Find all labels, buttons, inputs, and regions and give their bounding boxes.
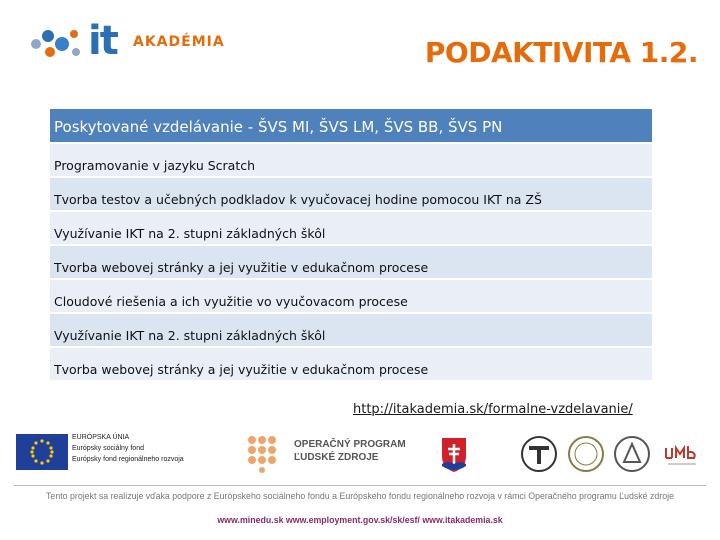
- slovak-coat-of-arms-icon: [434, 434, 474, 474]
- web-links: www.minedu.sk www.employment.gov.sk/sk/esf/ www.itakademia.sk: [217, 515, 503, 525]
- op-line1: OPERAČNÝ PROGRAM: [294, 439, 406, 450]
- university-logo-icon: [519, 434, 559, 474]
- eu-flag-icon: [16, 434, 68, 470]
- op-text: [294, 438, 406, 464]
- table-row: Využívanie IKT na 2. stupni základných škôl: [50, 314, 652, 346]
- table-row: Tvorba testov a učebných podkladov k vyučovacej hodine pomocou IKT na ZŠ: [50, 178, 652, 210]
- table-row: Tvorba webovej stránky a jej využitie v edukačnom procese: [50, 246, 652, 278]
- eu-line2: Európsky sociálny fond: [72, 445, 144, 452]
- formal-education-link[interactable]: http://itakademia.sk/formalne-vzdelavanie/: [353, 402, 633, 417]
- umb-logo-icon: [662, 434, 702, 474]
- table-body: [50, 144, 652, 380]
- logo-it-text: it: [88, 18, 117, 64]
- university-crest-icon: [612, 434, 652, 474]
- table-row: Tvorba webovej stránky a jej využitie v edukačnom procese: [50, 348, 652, 380]
- eu-line3: Európsky fond regionálneho rozvoja: [72, 456, 184, 463]
- table-row: Cloudové riešenia a ich využitie vo vyučovacom procese: [50, 280, 652, 312]
- table-header: Poskytované vzdelávanie - ŠVS MI, ŠVS LM, ŠVS BB, ŠVS PN: [50, 109, 652, 144]
- sponsor-logos: [14, 430, 706, 478]
- eu-line1: EURÓPSKA ÚNIA: [72, 434, 130, 441]
- logo-akademia-text: AKADÉMIA: [133, 34, 225, 50]
- footer-divider: [14, 485, 706, 486]
- table-row: Programovanie v jazyku Scratch: [50, 144, 652, 176]
- funding-note: Tento projekt sa realizuje vďaka podpore z Európskeho sociálneho fondu a Európskeho fondu regionálneho rozvoja v rámci Operačného programu Ľudské zdroje: [46, 491, 674, 501]
- courses-table: [50, 109, 652, 382]
- page-title: PODAKTIVITA 1.2.: [424, 36, 698, 69]
- op-lz-logo-icon: [246, 434, 294, 474]
- logo-dots-icon: [28, 22, 88, 62]
- it-akademia-logo: [28, 14, 225, 64]
- university-seal-icon: [566, 434, 606, 474]
- table-row: Využívanie IKT na 2. stupni základných škôl: [50, 212, 652, 244]
- eu-text: [72, 432, 184, 465]
- op-line2: ĽUDSKÉ ZDROJE: [294, 452, 379, 463]
